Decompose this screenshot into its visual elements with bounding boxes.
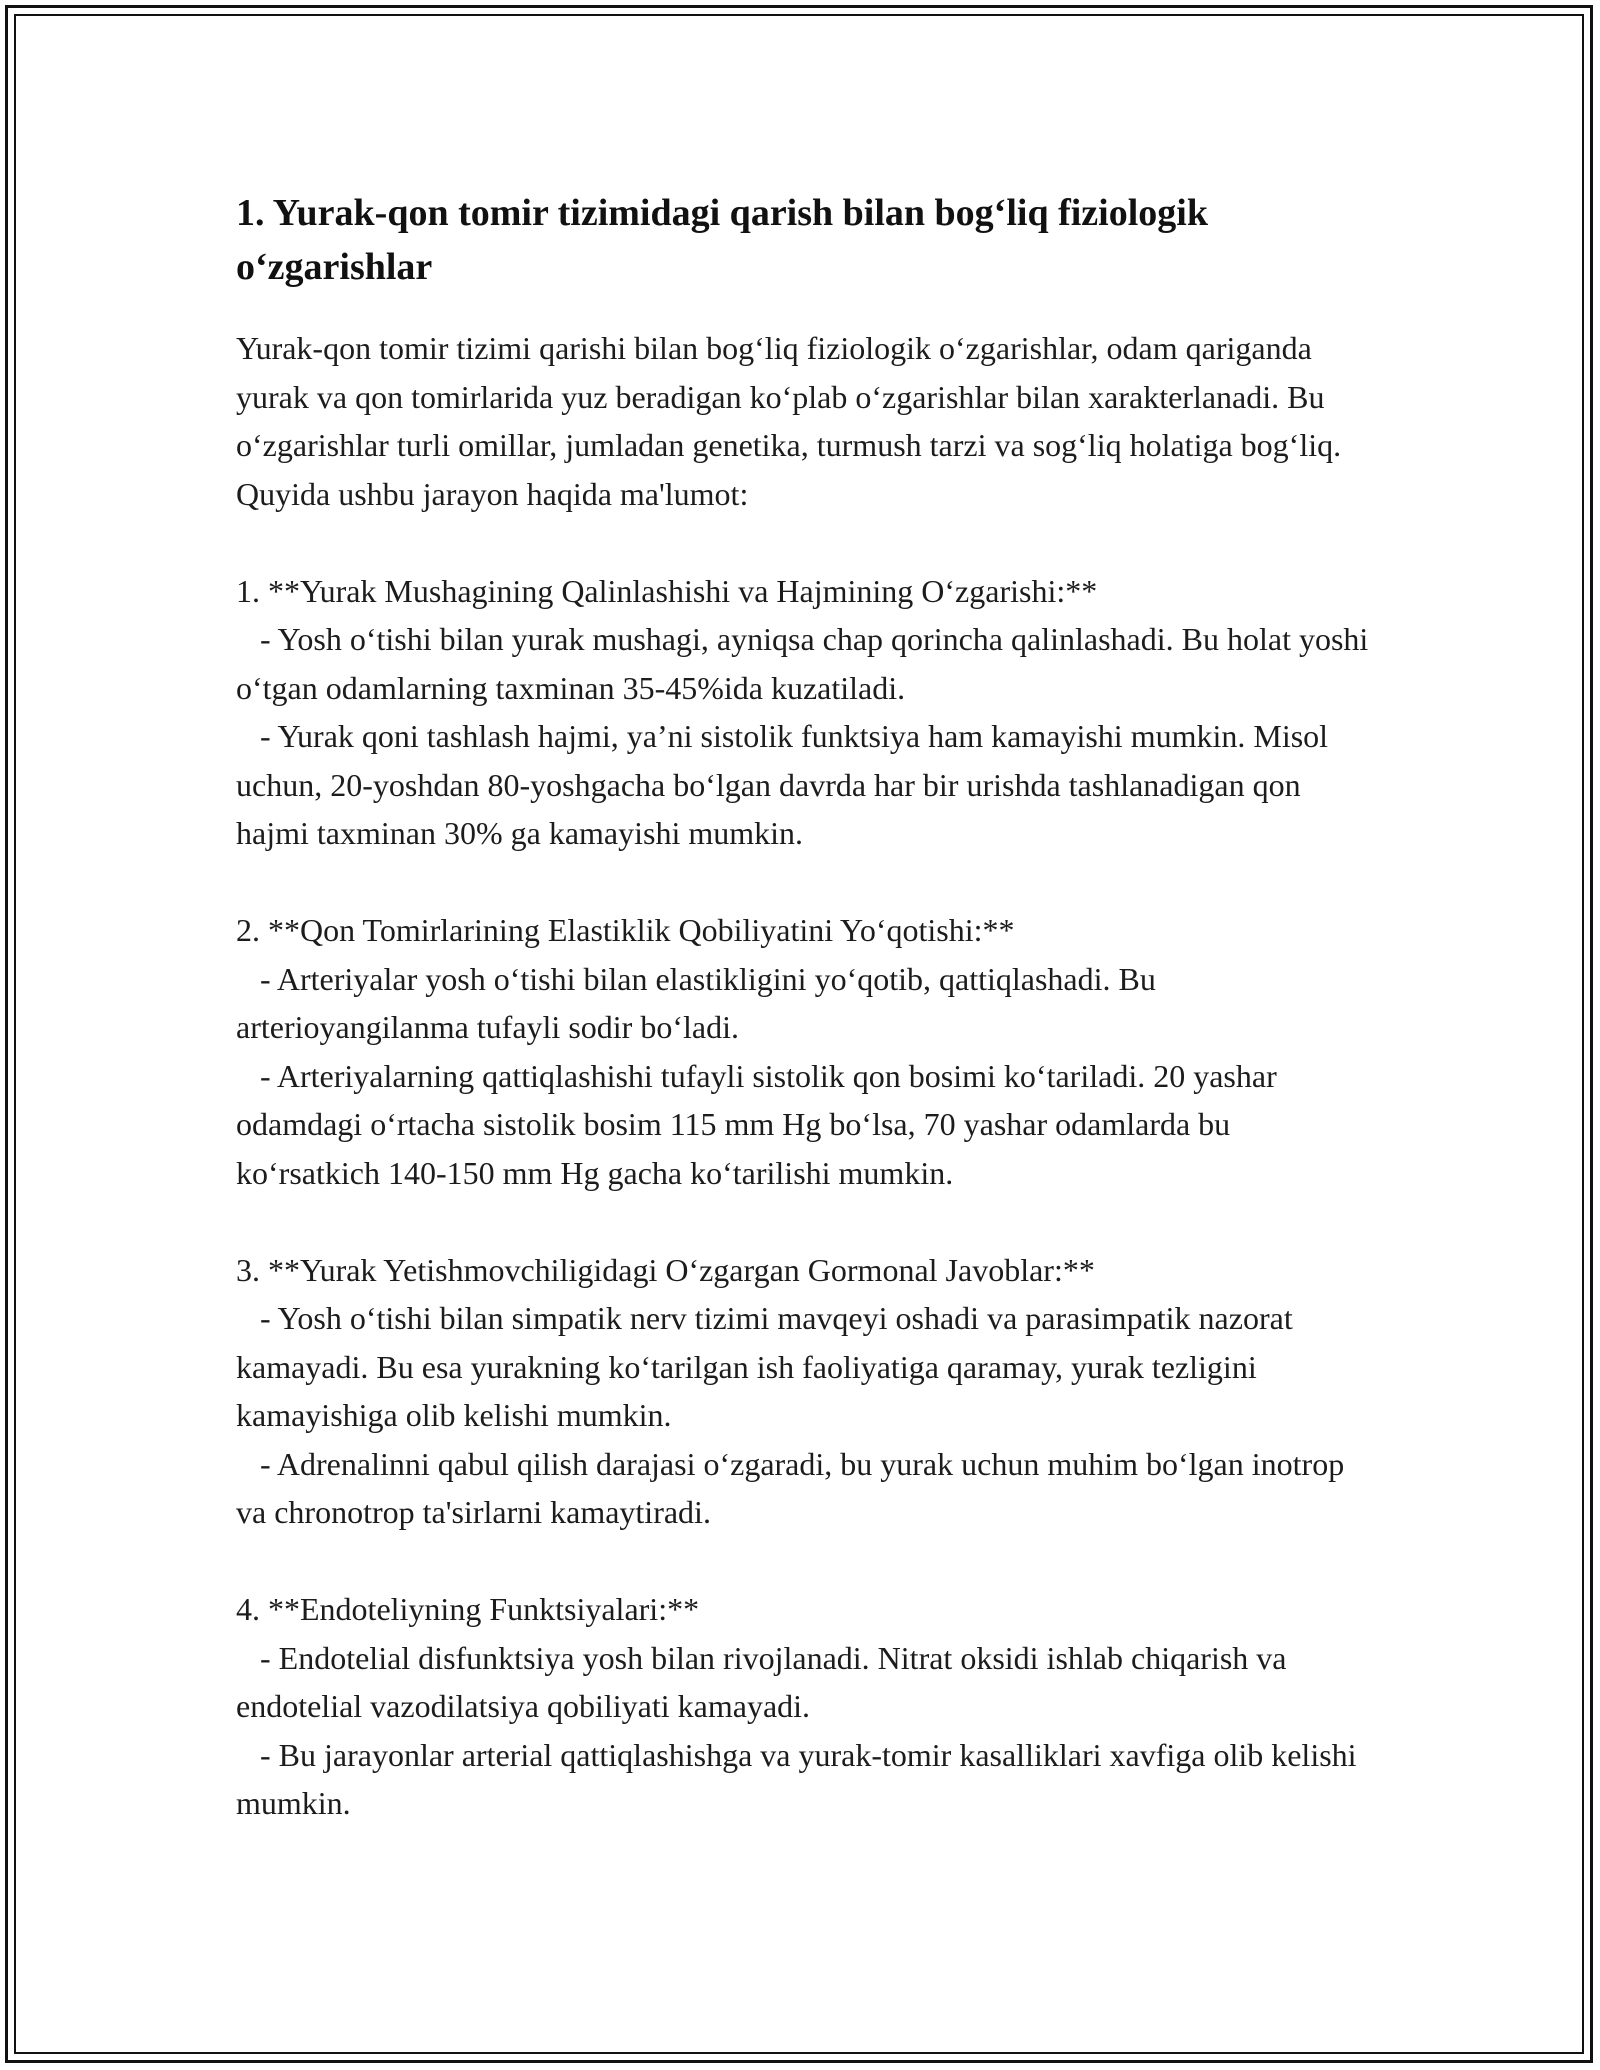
section-heading: 2. **Qon Tomirlarining Elastiklik Qobiliyatini Yo‘qotishi:** xyxy=(236,912,1015,948)
section-3 xyxy=(236,1246,1376,1537)
section-bullet: - Adrenalinni qabul qilish darajasi o‘zgaradi, bu yurak uchun muhim bo‘lgan inotrop va chronotrop ta'sirlarni kamaytiradi. xyxy=(236,1445,1345,1530)
section-4 xyxy=(236,1585,1376,1828)
section-bullet: - Yosh o‘tishi bilan yurak mushagi, ayniqsa chap qorincha qalinlashadi. Bu holat yoshi o‘tgan odamlarning taxminan 35-45%ida kuzatiladi. xyxy=(236,621,1369,706)
document-title: 1. Yurak-qon tomir tizimidagi qarish bilan bog‘liq fiziologik o‘zgarishlar xyxy=(236,192,1208,288)
section-heading: 4. **Endoteliyning Funktsiyalari:** xyxy=(236,1591,700,1627)
intro-paragraph: Yurak-qon tomir tizimi qarishi bilan bog‘liq fiziologik o‘zgarishlar, odam qariganda yurak va qon tomirlarida yuz beradigan ko‘plab o‘zgarishlar bilan xarakterlanadi. Bu o‘zgarishlar turli omillar, jumladan genetika, turmush tarzi va sog‘liq holatiga bog‘liq. Quyida ushbu jarayon haqida ma'lumot: xyxy=(236,330,1342,512)
section-bullet: - Arteriyalar yosh o‘tishi bilan elastikligini yo‘qotib, qattiqlashadi. Bu arterioyangilanma tufayli sodir bo‘ladi. xyxy=(236,960,1156,1045)
section-heading: 3. **Yurak Yetishmovchiligidagi O‘zgargan Gormonal Javoblar:** xyxy=(236,1251,1095,1288)
section-bullet: - Arteriyalarning qattiqlashishi tufayli sistolik qon bosimi ko‘tariladi. 20 yashar odamdagi o‘rtacha sistolik bosim 115 mm Hg bo‘lsa, 70 yashar odamlarda bu ko‘rsatkich 140-150 mm Hg gacha ko‘tarilishi mumkin. xyxy=(236,1057,1277,1191)
section-bullet: - Yosh o‘tishi bilan simpatik nerv tizimi mavqeyi oshadi va parasimpatik nazorat kamayadi. Bu esa yurakning ko‘tarilgan ish faoliyatiga qaramay, yurak tezligini kamayishiga olib kelishi mumkin. xyxy=(236,1300,1293,1433)
section-bullet: - Yurak qoni tashlash hajmi, ya’ni sistolik funktsiya ham kamayishi mumkin. Misol uchun, 20-yoshdan 80-yoshgacha bo‘lgan davrda har bir urishda tashlanadigan qon hajmi taxminan 30% ga kamayishi mumkin. xyxy=(236,718,1329,851)
section-bullet: - Endotelial disfunktsiya yosh bilan rivojlanadi. Nitrat oksidi ishlab chiqarish va endotelial vazodilatsiya qobiliyati kamayadi. xyxy=(236,1639,1287,1724)
section-1 xyxy=(236,567,1376,858)
section-bullet: - Bu jarayonlar arterial qattiqlashishga va yurak-tomir kasalliklari xavfiga olib kelishi mumkin. xyxy=(236,1736,1357,1821)
section-2 xyxy=(236,906,1376,1197)
document-page xyxy=(236,186,1376,1828)
section-heading: 1. **Yurak Mushagining Qalinlashishi va Hajmining O‘zgarishi:** xyxy=(236,572,1098,609)
